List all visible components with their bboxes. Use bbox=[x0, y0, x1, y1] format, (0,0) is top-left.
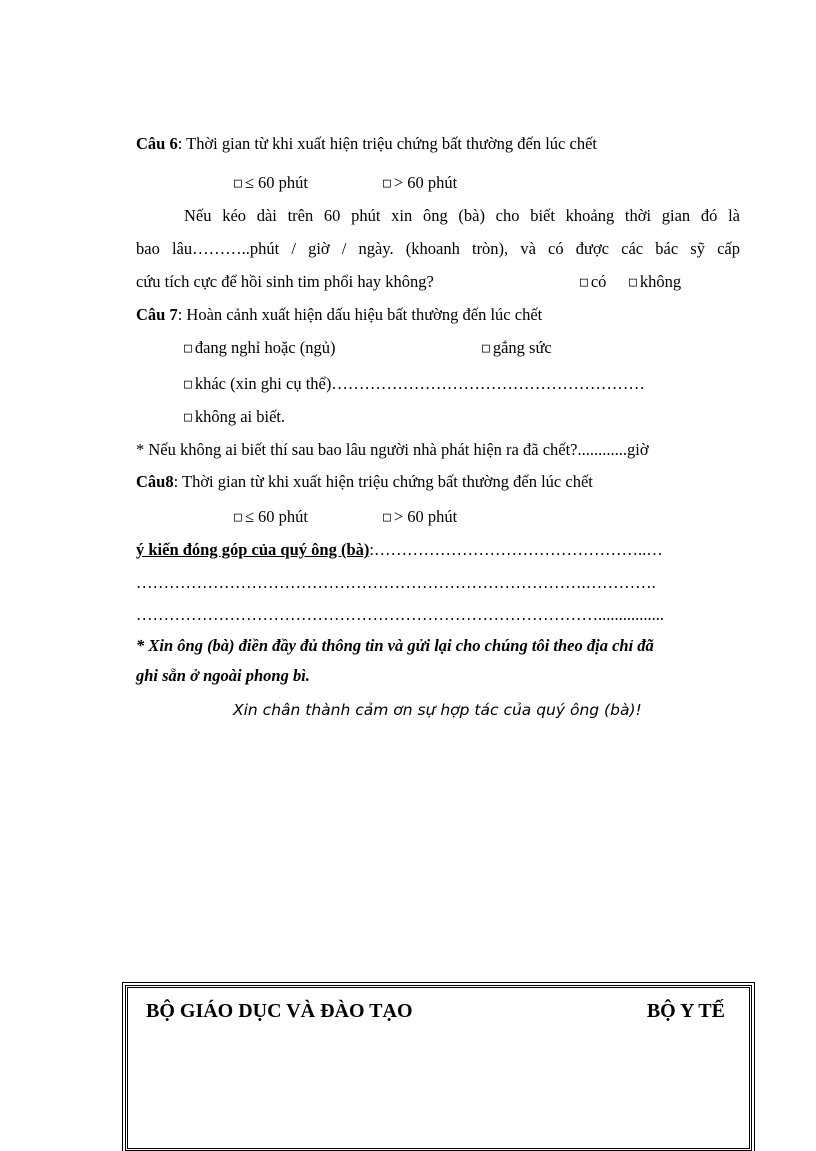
feedback-dots-1: :…………………………………………..… bbox=[369, 540, 663, 559]
cover-ministry-health: BỘ Y TẾ bbox=[646, 1000, 725, 1022]
question-6-para-1: Nếu kéo dài trên 60 phút xin ông (bà) cho biết khoảng thời gian đó là bbox=[184, 206, 740, 225]
checkbox-icon[interactable]: □ bbox=[184, 377, 192, 392]
checkbox-icon[interactable]: □ bbox=[580, 275, 588, 290]
checkbox-icon[interactable]: □ bbox=[383, 176, 391, 191]
question-8-label: Câu8 bbox=[136, 472, 174, 491]
question-8-text: : Thời gian từ khi xuất hiện triệu chứng bất thường đến lúc chết bbox=[173, 472, 593, 491]
question-7-label: Câu 7 bbox=[136, 305, 178, 324]
checkbox-icon[interactable]: □ bbox=[383, 510, 391, 525]
checkbox-icon[interactable]: □ bbox=[234, 510, 242, 525]
checkbox-icon[interactable]: □ bbox=[234, 176, 242, 191]
closing-instruction-2: ghi sẵn ở ngoài phong bì. bbox=[136, 666, 310, 685]
checkbox-icon[interactable]: □ bbox=[184, 410, 192, 425]
closing-instruction-1: * Xin ông (bà) điền đầy đủ thông tin và gửi lại cho chúng tôi theo địa chỉ đã bbox=[136, 636, 654, 655]
question-6-para-3: cứu tích cực để hồi sinh tim phổi hay không? bbox=[136, 272, 434, 291]
checkbox-icon[interactable]: □ bbox=[629, 275, 637, 290]
question-7-option-other[interactable]: □ khác (xin ghi cụ thể)………………………………………………… bbox=[184, 374, 645, 393]
question-7-note: * Nếu không ai biết thí sau bao lâu người nhà phát hiện ra đã chết?............giờ bbox=[136, 440, 649, 459]
closing-thanks: Xin chân thành cảm ơn sự hợp tác của quý ông (bà)! bbox=[233, 701, 642, 719]
question-7-option-unknown[interactable]: □ không ai biết. bbox=[184, 407, 286, 426]
question-6-option-le60[interactable]: □ ≤ 60 phút bbox=[234, 173, 308, 192]
question-6-option-no[interactable]: □ không bbox=[629, 272, 682, 291]
question-7-option-rest[interactable]: □ đang nghỉ hoặc (ngủ) bbox=[184, 338, 336, 357]
feedback-line-1[interactable] bbox=[136, 540, 663, 560]
checkbox-icon[interactable]: □ bbox=[184, 341, 192, 356]
question-7-text: : Hoàn cảnh xuất hiện dấu hiệu bất thường đến lúc chết bbox=[177, 305, 543, 324]
feedback-line-2[interactable]: ……………………………………………………………………….…………. bbox=[136, 573, 656, 592]
cover-ministry-education: BỘ GIÁO DỤC VÀ ĐÀO TẠO bbox=[146, 1000, 413, 1022]
question-6-para-2: bao lâu………..phút / giờ / ngày. (khoanh tròn), và có được các bác sỹ cấp bbox=[136, 239, 740, 258]
checkbox-icon[interactable]: □ bbox=[482, 341, 490, 356]
feedback-label: ý kiến đóng góp của quý ông (bà) bbox=[136, 540, 370, 559]
question-7-option-exert[interactable]: □ gắng sức bbox=[482, 338, 552, 357]
question-6-option-gt60[interactable]: □ > 60 phút bbox=[383, 173, 458, 192]
question-6-text: : Thời gian từ khi xuất hiện triệu chứng bất thường đến lúc chết bbox=[177, 134, 597, 153]
question-8-option-le60[interactable]: □ ≤ 60 phút bbox=[234, 507, 308, 526]
feedback-line-3[interactable]: …………………………………………………………………………................ bbox=[136, 605, 664, 624]
question-6-option-yes[interactable]: □ có bbox=[580, 272, 607, 291]
question-6 bbox=[136, 134, 597, 154]
question-6-label: Câu 6 bbox=[136, 134, 178, 153]
question-8-option-gt60[interactable]: □ > 60 phút bbox=[383, 507, 458, 526]
cover-frame bbox=[125, 985, 752, 1151]
question-7 bbox=[136, 305, 542, 325]
question-8 bbox=[136, 472, 593, 492]
